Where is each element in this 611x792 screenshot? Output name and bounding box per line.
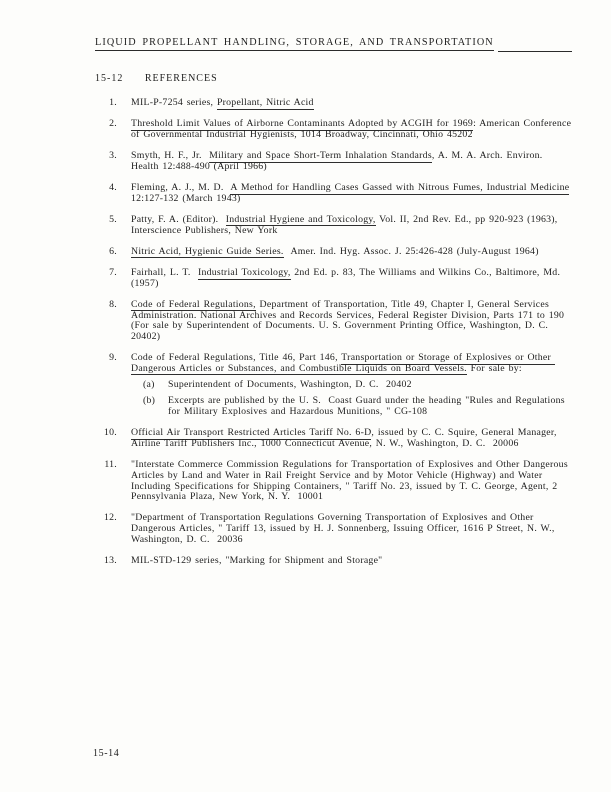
subitem-label: (a) [143, 379, 155, 391]
reference-number: 4. [109, 182, 117, 194]
reference-title-segment: Military and Space Short-Term Inhalation Standards [209, 150, 432, 162]
reference-number: 2. [109, 118, 117, 130]
reference-text-segment: Amer. Ind. Hyg. Assoc. J. 25:426-428 (July-August 1964) [283, 245, 539, 257]
reference-text [131, 267, 568, 289]
reference-title-segment: Transportation or Storage of Explosives or Other Dangerous Articles or Substances, and Combustible Liquids on Board Vessels. [131, 352, 555, 374]
footer-page-number: 15-14 [93, 748, 120, 759]
reference-number: 5. [109, 213, 117, 225]
section-title: REFERENCES [144, 73, 218, 84]
reference-body [131, 98, 572, 109]
reference-item [100, 513, 572, 545]
reference-number: 1. [109, 97, 117, 108]
reference-item [100, 247, 572, 258]
reference-subitem [143, 396, 572, 417]
subitem-label: (b) [143, 395, 156, 407]
reference-item [100, 300, 572, 343]
reference-text [131, 246, 539, 259]
reference-text-segment: MIL-STD-129 series, "Marking for Shipment and Storage" [131, 555, 383, 567]
reference-body [131, 215, 572, 236]
section-heading [95, 73, 218, 84]
reference-subitems [131, 380, 572, 418]
reference-text-segment: Code of Federal Regulations, Title 46, Part 146, [131, 352, 342, 364]
reference-item [100, 556, 572, 567]
reference-text-segment: Patty, F. A. (Editor). [131, 213, 226, 225]
reference-body [131, 268, 572, 289]
reference-number: 3. [109, 150, 117, 162]
reference-body [131, 151, 572, 172]
reference-text-segment: Vol. II, 2nd Rev. Ed., pp 920-923 (1963), Interscience Publishers, New York [131, 213, 562, 236]
reference-text [131, 150, 546, 172]
reference-title-segment: Industrial Hygiene and Toxicology, [225, 213, 376, 225]
reference-title-segment: Threshold Limit Values of Airborne Contaminants Adopted by ACGIH for 1969 [131, 118, 474, 130]
reference-text-segment: "Interstate Commerce Commission Regulations for Transportation of Explosives and Other Dangerous Articles by Land and Water in Rail Freight Service and by Motor Vehicle (Highway) and Water Including Specifications for Shipping Containers, " Tariff No. 23, issued by T. C. George, Agent, 2 Pennsylvania Plaza, New York, N. Y. 10001 [131, 459, 572, 503]
reference-item [100, 428, 572, 449]
reference-title-segment: Code of Federal Regulations, [131, 298, 256, 310]
reference-text [131, 299, 568, 342]
reference-text [131, 182, 573, 204]
reference-title-segment: A Method for Handling Cases Gassed with Nitrous Fumes, Industrial Medicine [230, 182, 570, 194]
reference-text-segment: Smyth, H. F., Jr. [131, 150, 210, 162]
reference-title-segment: Industrial Toxicology, [197, 267, 291, 279]
reference-text [131, 97, 314, 110]
reference-number: 10. [104, 427, 117, 439]
reference-text-segment: Department of Transportation, Title 49, Chapter I, General Services Administration. National Archives and Records Services, Federal Register Division, Parts 171 to 190 (For sale by Superintendent of Documents. U. S. Government Printing Office, Washington, D. C. 20402) [131, 298, 568, 343]
reference-number: 6. [109, 245, 117, 257]
reference-item [100, 353, 572, 418]
header-rule [498, 51, 572, 52]
reference-text-segment: 2nd Ed. p. 83, The Williams and Wilkins Co., Baltimore, Md. (1957) [131, 267, 568, 289]
reference-text [131, 555, 382, 566]
section-number: 15-12 [95, 73, 124, 84]
reference-title-segment: Nitric Acid, Hygienic Guide Series. [131, 245, 284, 257]
reference-text [131, 512, 558, 544]
reference-body [131, 460, 572, 503]
running-header [95, 37, 572, 51]
reference-body [131, 353, 572, 418]
reference-number: 8. [109, 298, 117, 310]
subitem-text [168, 380, 572, 391]
reference-title-segment: Propellant, Nitric Acid [216, 97, 314, 108]
reference-item [100, 460, 572, 503]
reference-number: 7. [109, 267, 117, 279]
reference-text-segment: "Department of Transportation Regulations Governing Transportation of Explosives and Other Dangerous Articles, " Tariff 13, issued by H. J. Sonnenberg, Issuing Officer, 1616 P Street, N. W., Washington, D. C. 20036 [131, 512, 559, 545]
reference-text-segment: Fleming, A. J., M. D. [131, 182, 231, 194]
reference-subitem [143, 380, 572, 391]
reference-text-segment: Fairhall, L. T. [131, 267, 198, 279]
reference-number: 12. [104, 512, 117, 524]
reference-text-segment: , A. M. A. Arch. Environ. Health 12:488-490 (April 1966) [131, 150, 547, 172]
running-header-title: LIQUID PROPELLANT HANDLING, STORAGE, AND TRANSPORTATION [95, 37, 494, 51]
reference-text [131, 459, 571, 502]
references-list [100, 97, 575, 577]
reference-body [131, 118, 575, 140]
reference-text [131, 427, 560, 449]
reference-text-segment: MIL-P-7254 series, [131, 97, 217, 108]
reference-item [100, 98, 572, 109]
reference-item [100, 268, 572, 289]
reference-text [131, 118, 575, 140]
reference-text [131, 214, 561, 236]
reference-number: 11. [104, 459, 117, 471]
reference-title-segment: Official Air Transport Restricted Articles Tariff No. 6-D [131, 427, 372, 439]
reference-body [131, 183, 572, 204]
reference-text-segment: , issued by C. C. Squire, General Manager, Airline Tariff Publishers Inc., 1000 Connecticut Avenue, N. W., Washington, D. C. 20006 [131, 427, 560, 449]
reference-number: 9. [109, 352, 117, 364]
subitem-text [168, 396, 572, 417]
reference-item [100, 183, 572, 204]
reference-text [131, 352, 555, 375]
reference-body [131, 247, 572, 258]
reference-item [100, 118, 575, 140]
reference-item [100, 215, 572, 236]
reference-text-segment: 12:127-132 (March 1943) [131, 182, 574, 204]
reference-body [131, 556, 572, 567]
reference-body [131, 300, 572, 343]
reference-text-segment: Superintendent of Documents, Washington, D. C. 20402 [168, 379, 412, 391]
reference-text-segment: : American Conference of Governmental Industrial Hygienists, 1014 Broadway, Cincinnati, Ohio 45202 [131, 118, 575, 140]
reference-body [131, 513, 572, 545]
reference-text-segment: For sale by: [466, 362, 522, 374]
reference-text-segment: Excerpts are published by the U. S. Coast Guard under the heading "Rules and Regulations for Military Explosives and Hazardous Munitions, " CG-108 [168, 395, 569, 418]
reference-item [100, 151, 572, 172]
reference-body [131, 428, 572, 449]
reference-number: 13. [104, 555, 117, 567]
